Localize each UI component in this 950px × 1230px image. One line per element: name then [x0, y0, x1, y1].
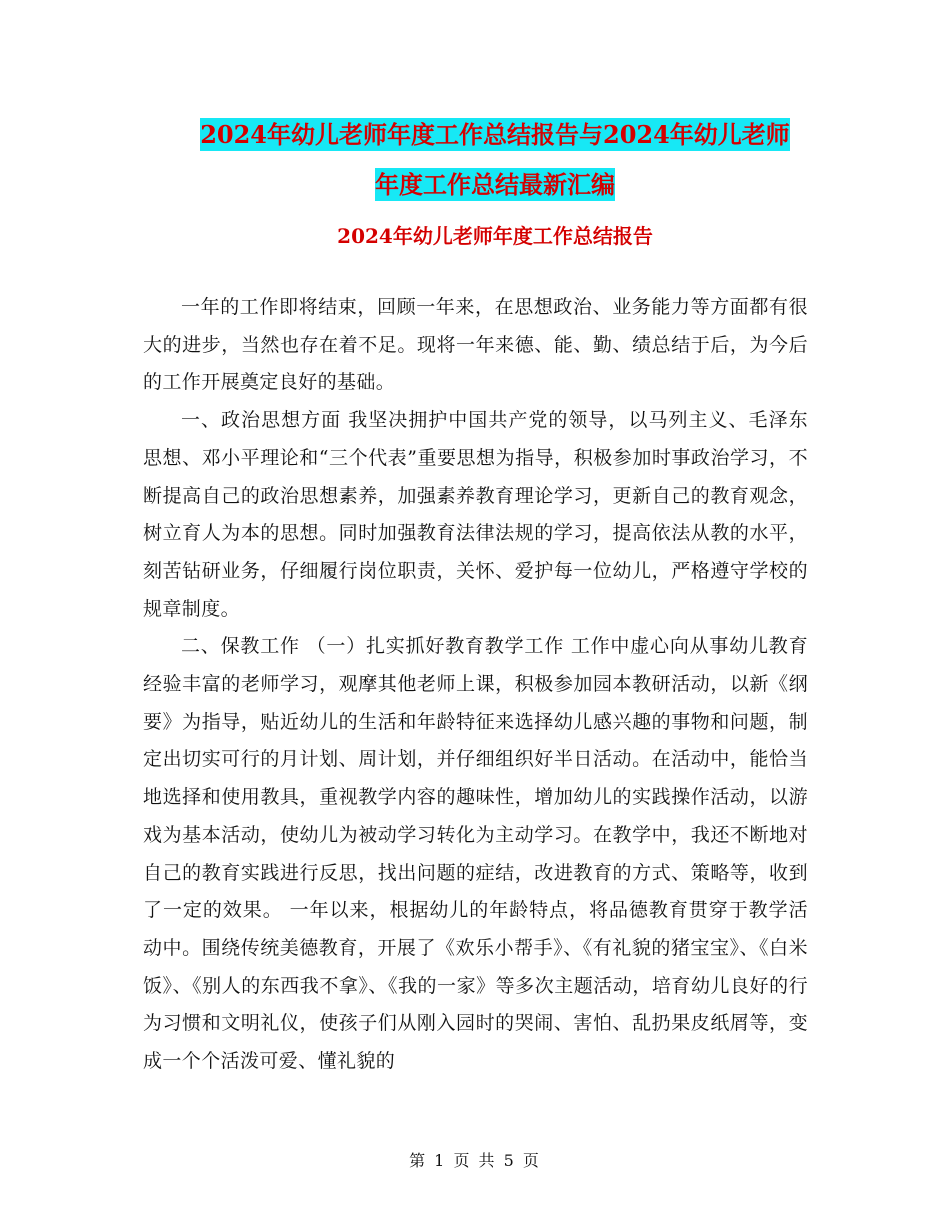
title-line-1: 2024年幼儿老师年度工作总结报告与2024年幼儿老师	[200, 120, 790, 149]
section-title: 2024年幼儿老师年度工作总结报告	[337, 224, 653, 248]
document-body	[143, 289, 808, 1081]
paragraph-teaching: 二、保教工作 （一）扎实抓好教育教学工作 工作中虚心向从事幼儿教育经验丰富的老师学习，观摩其他老师上课，积极参加园本教研活动，以新《纲要》为指导，贴近幼儿的生活和年龄特征来选择幼儿感兴趣的事物和问题，制定出切实可行的月计划、周计划，并仔细组织好半日活动。在活动中，能恰当地选择和使用教具，重视教学内容的趣味性，增加幼儿的实践操作活动，以游戏为基本活动，使幼儿为被动学习转化为主动学习。在教学中，我还不断地对自己的教育实践进行反思，找出问题的症结，改进教育的方式、策略等，收到了一定的效果。 一年以来，根据幼儿的年龄特点，将品德教育贯穿于教学活动中。围绕传统美德教育，开展了《欢乐小帮手》、《有礼貌的猪宝宝》、《白米饭》、《别人的东西我不拿》、《我的一家》等多次主题活动，培育幼儿良好的行为习惯和文明礼仪，使孩子们从刚入园时的哭闹、害怕、乱扔果皮纸屑等，变成一个个活泼可爱、懂礼貌的	[143, 635, 808, 1073]
page-number: 第 1 页 共 5 页	[409, 1151, 541, 1170]
title-line-2: 年度工作总结最新汇编	[375, 170, 615, 199]
paragraph-politics: 一、政治思想方面 我坚决拥护中国共产党的领导，以马列主义、毛泽东思想、邓小平理论和“三个代表”重要思想为指导，积极参加时事政治学习，不断提高自己的政治思想素养，加强素养教育理论学习，更新自己的教育观念，树立育人为本的思想。同时加强教育法律法规的学习，提高依法从教的水平，刻苦钻研业务，仔细履行岗位职责，关怀、爱护每一位幼儿，严格遵守学校的规章制度。	[143, 409, 808, 620]
document-title	[140, 110, 850, 210]
paragraph-intro: 一年的工作即将结束，回顾一年来，在思想政治、业务能力等方面都有很大的进步，当然也存在着不足。现将一年来德、能、勤、绩总结于后，为今后的工作开展奠定良好的基础。	[143, 296, 808, 394]
